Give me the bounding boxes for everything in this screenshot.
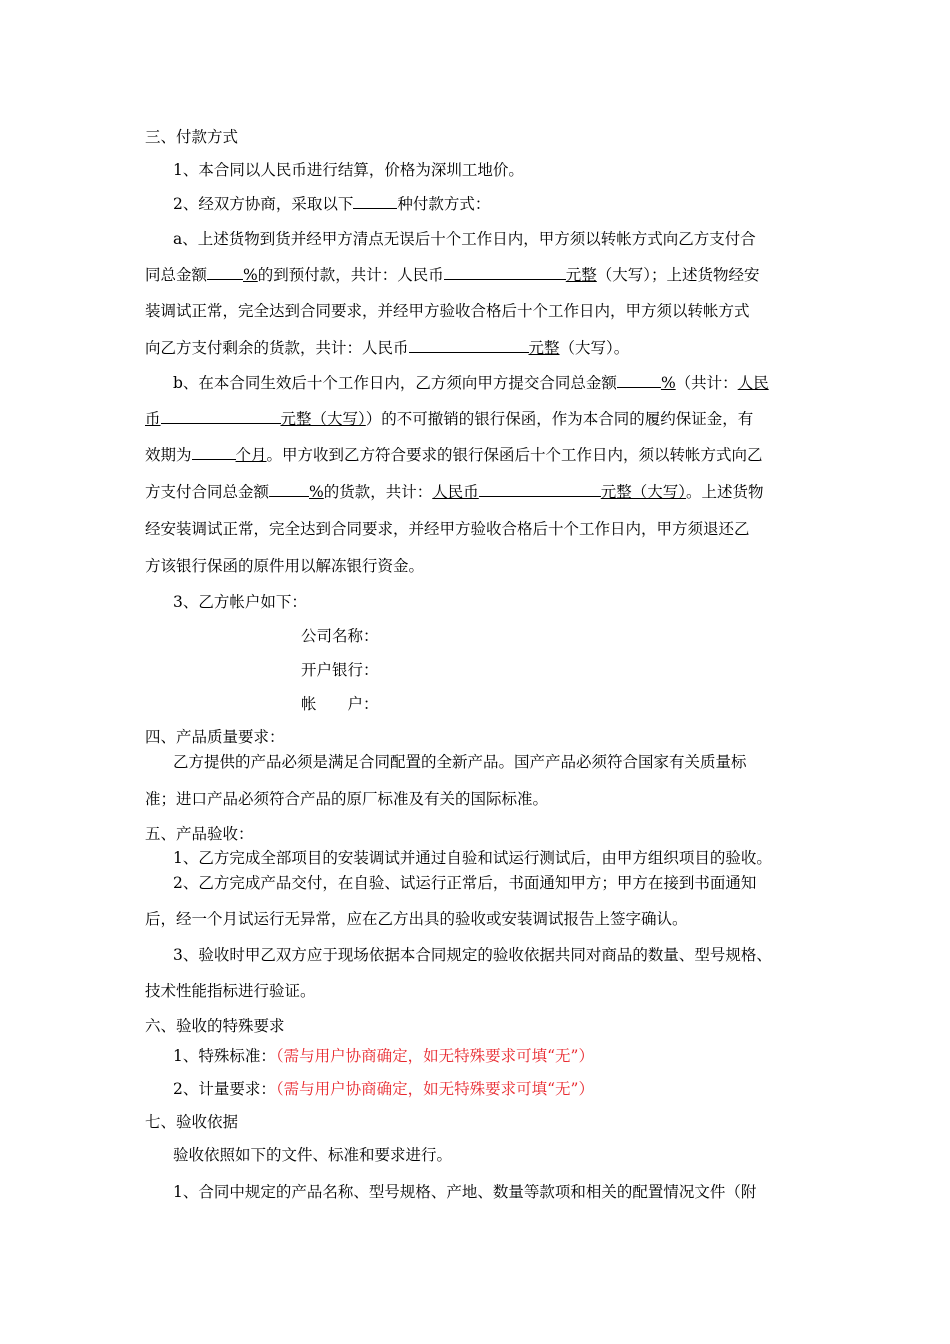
blank-line (161, 408, 281, 424)
text-span: 方支付合同总金额 (145, 483, 270, 501)
text-span: 个月 (235, 446, 267, 464)
section-5-heading: 五、产品验收： (145, 825, 254, 843)
text-span: 种付款方式： (397, 195, 491, 213)
account-bank: 开户银行： (301, 661, 379, 679)
s5-paragraph-3-line-1: 3、验收时甲乙双方应于现场依据本合同规定的验收依据共同对商品的数量、型号规格、 (173, 946, 772, 964)
clause-a-line-2 (145, 264, 760, 286)
text-span: % (243, 266, 258, 284)
blank-line (269, 481, 309, 497)
s4-line-1: 乙方提供的产品必须是满足合同配置的全新产品。国产产品必须符合国家有关质量标 (173, 753, 747, 771)
text-span: 效期为 (145, 446, 192, 464)
s4-line-2: 准；进口产品必须符合产品的原厂标准及有关的国际标准。 (145, 790, 549, 808)
s5-paragraph-1: 1、乙方完成全部项目的安装调试并通过自验和试运行测试后，由甲方组织项目的验收。 (173, 849, 772, 867)
section-7-heading: 七、验收依据 (145, 1113, 239, 1131)
text-span: 同总金额 (145, 266, 208, 284)
text-span: 元整（大写） (600, 483, 687, 501)
account-number: 帐 户： (301, 695, 379, 713)
blank-line (617, 372, 661, 388)
s5-paragraph-2-line-1: 2、乙方完成产品交付，在自验、试运行正常后，书面通知甲方；甲方在接到书面通知 (173, 874, 757, 892)
section-4-heading: 四、产品质量要求： (145, 728, 285, 746)
clause-b-line-3 (145, 444, 763, 466)
text-span: 1、特殊标准： (173, 1047, 276, 1065)
text-span: （大写）。 (559, 339, 630, 357)
text-span: 元整 (565, 266, 597, 284)
s5-paragraph-3-line-2: 技术性能指标进行验证。 (145, 982, 316, 1000)
text-span: 。上述货物 (686, 483, 764, 501)
text-span: 2、经双方协商，采取以下 (173, 195, 354, 213)
text-span: 2、计量要求： (173, 1080, 276, 1098)
s7-intro: 验收依照如下的文件、标准和要求进行。 (173, 1146, 453, 1164)
s6-item-2 (173, 1078, 594, 1100)
clause-b-line-2 (145, 408, 753, 430)
section-6-heading: 六、验收的特殊要求 (145, 1017, 285, 1035)
s3-paragraph-2 (173, 193, 490, 215)
blank-line (479, 481, 601, 497)
text-span: 人民币 (432, 483, 479, 501)
s3-paragraph-3: 3、乙方帐户如下： (173, 593, 307, 611)
section-3-heading: 三、付款方式 (145, 128, 239, 146)
clause-b-line-5: 经安装调试正常，完全达到合同要求，并经甲方验收合格后十个工作日内，甲方须退还乙 (145, 520, 750, 538)
red-note: （需与用户协商确定，如无特殊要求可填“无”） (275, 1047, 594, 1065)
text-span: % (309, 483, 324, 501)
text-span: 的到预付款，共计：人民币 (257, 266, 444, 284)
text-span: % (660, 374, 676, 392)
text-span: 的货款，共计： (323, 483, 433, 501)
text-span: b、在本合同生效后十个工作日内，乙方须向甲方提交合同总金额 (173, 374, 617, 392)
clause-b-line-4 (145, 481, 764, 503)
s7-paragraph-1: 1、合同中规定的产品名称、型号规格、产地、数量等款项和相关的配置情况文件（附 (173, 1183, 757, 1201)
account-company-name: 公司名称： (301, 627, 379, 645)
clause-a-line-1: a、上述货物到货并经甲方清点无误后十个工作日内，甲方须以转帐方式向乙方支付合 (173, 230, 756, 248)
blank-line (353, 193, 397, 209)
text-span: 。甲方收到乙方符合要求的银行保函后十个工作日内，须以转帐方式向乙 (266, 446, 763, 464)
clause-a-line-3: 装调试正常，完全达到合同要求，并经甲方验收合格后十个工作日内，甲方须以转帐方式 (145, 302, 750, 320)
clause-a-line-4 (145, 337, 629, 359)
blank-line (207, 264, 243, 280)
blank-line (409, 337, 529, 353)
text-span: （大写）；上述货物经安 (596, 266, 760, 284)
text-span: 元整 (528, 339, 560, 357)
s3-paragraph-1: 1、本合同以人民币进行结算，价格为深圳工地价。 (173, 161, 524, 179)
text-span: （共计： (675, 374, 738, 392)
blank-line (192, 444, 236, 460)
text-span: 人民 (737, 374, 769, 392)
s5-paragraph-2-line-2: 后，经一个月试运行无异常，应在乙方出具的验收或安装调试报告上签字确认。 (145, 910, 688, 928)
text-span: 币 (145, 410, 161, 428)
text-span: 向乙方支付剩余的货款，共计：人民币 (145, 339, 409, 357)
text-span: ）的不可撤销的银行保函，作为本合同的履约保证金，有 (365, 410, 754, 428)
blank-line (444, 264, 566, 280)
clause-b-line-1 (173, 372, 769, 394)
s6-item-1 (173, 1045, 594, 1067)
text-span: 元整（大写） (280, 410, 366, 428)
red-note: （需与用户协商确定，如无特殊要求可填“无”） (275, 1080, 594, 1098)
clause-b-line-6: 方该银行保函的原件用以解冻银行资金。 (145, 557, 425, 575)
